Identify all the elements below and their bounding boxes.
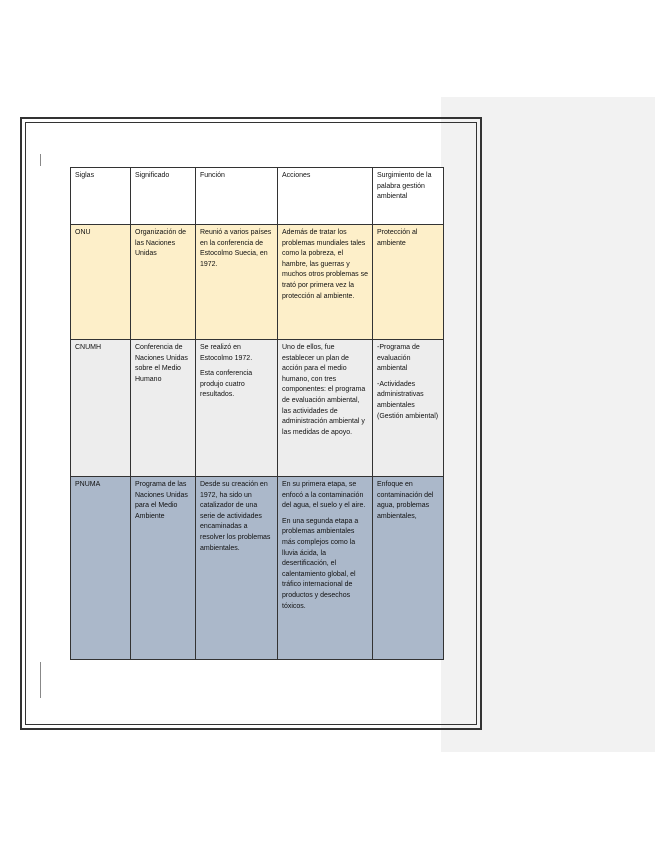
paragraph: Reunió a varios países en la conferencia de Estocolmo Suecia, en 1972. [200,229,272,268]
cell-surgimiento[interactable] [373,340,444,477]
paragraph: -Actividades administrativas ambientales (Gestión ambiental) [377,380,439,420]
header-surgimiento[interactable]: Surgimiento de la palabra gestión ambiental [373,168,444,225]
header-row [71,168,444,225]
header-significado[interactable]: Significado [131,168,196,225]
cell-acciones[interactable] [278,340,373,477]
paragraph: Esta conferencia produjo cuatro resultados. [200,370,253,399]
cell-funcion[interactable] [196,340,278,477]
cell-significado[interactable]: Conferencia de Naciones Unidas sobre el Medio Humano [131,340,196,477]
environmental-organizations-table[interactable] [70,167,444,660]
paragraph: Protección al ambiente [377,229,418,247]
cell-siglas[interactable]: PNUMA [71,477,131,660]
paragraph: -Programa de evaluación ambiental [377,344,420,373]
text-cursor-bottom [40,662,41,698]
header-acciones[interactable]: Acciones [278,168,373,225]
cell-funcion[interactable] [196,225,278,340]
paragraph: Se realizó en Estocolmo 1972. [200,344,253,362]
cell-significado[interactable]: Programa de las Naciones Unidas para el Medio Ambiente [131,477,196,660]
paragraph: Uno de ellos, fue establecer un plan de acción para el medio humano, con tres componentes: el programa de evaluación ambiental, las actividades de administración ambiental y las medidas de apoyo. [282,344,366,436]
table-row-onu [71,225,444,340]
text-cursor-top [40,154,41,166]
cell-acciones[interactable] [278,477,373,660]
cell-surgimiento[interactable] [373,477,444,660]
paragraph: Desde su creación en 1972, ha sido un catalizador de una serie de actividades encaminadas a resolver los problemas ambientales. [200,481,271,552]
cell-siglas[interactable]: CNUMH [71,340,131,477]
cell-siglas[interactable]: ONU [71,225,131,340]
cell-surgimiento[interactable] [373,225,444,340]
paragraph: Enfoque en contaminación del agua, problemas ambientales, [377,481,434,520]
cell-acciones[interactable] [278,225,373,340]
header-siglas[interactable]: Siglas [71,168,131,225]
paragraph: Además de tratar los problemas mundiales tales como la pobreza, el hambre, las guerras y muchos otros problemas se trató por primera vez la protección al ambiente. [282,229,368,300]
paragraph: En su primera etapa, se enfocó a la contaminación del agua, el suelo y el aire. [282,481,366,510]
table-row-pnuma [71,477,444,660]
paragraph: En una segunda etapa a problemas ambientales más complejos como la lluvia ácida, la desertificación, el calentamiento global, el tráfico internacional de productos y desechos tóxicos. [282,517,359,610]
table-row-cnumh [71,340,444,477]
header-funcion[interactable]: Función [196,168,278,225]
cell-funcion[interactable] [196,477,278,660]
cell-significado[interactable]: Organización de las Naciones Unidas [131,225,196,340]
